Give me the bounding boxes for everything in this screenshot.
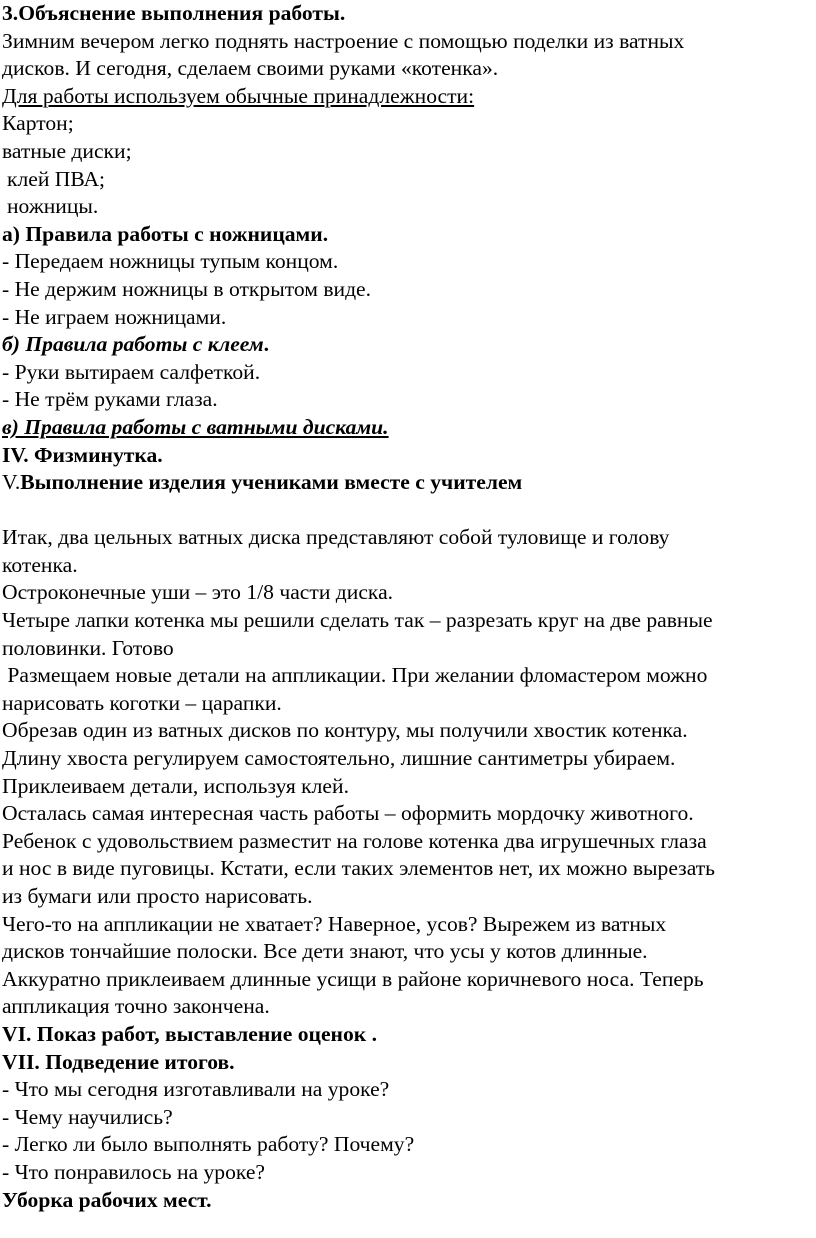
rules-scissors-item: - Не играем ножницами. xyxy=(2,304,227,329)
section-5-line: Итак, два цельных ватных диска представляют собой туловище и голову xyxy=(2,525,670,550)
section-5-line: Длину хвоста регулируем самостоятельно, лишние сантиметры убираем. xyxy=(2,746,676,771)
material-item-glue: клей ПВА; xyxy=(7,166,106,191)
material-item-cardboard: Картон; xyxy=(2,111,74,136)
section-5-line: Чего-то на аппликации не хватает? Наверное, усов? Вырежем из ватных xyxy=(2,911,667,936)
section-5-line: аппликация точно закончена. xyxy=(2,994,270,1019)
rules-glue-item: - Руки вытираем салфеткой. xyxy=(2,359,261,384)
rules-scissors-heading: а) Правила работы с ножницами. xyxy=(2,221,329,246)
material-item-scissors: ножницы. xyxy=(7,194,99,219)
section-5-line: и нос в виде пуговицы. Кстати, если таких элементов нет, их можно вырезать xyxy=(2,856,716,881)
section-3-heading: 3.Объяснение выполнения работы. xyxy=(2,1,346,25)
material-item-cotton-pads: ватные диски; xyxy=(2,138,132,163)
section-5-line: Аккуратно приклеиваем длинные усищи в районе коричневого носа. Теперь xyxy=(2,966,704,991)
section-5-dot: . xyxy=(14,470,21,495)
rules-glue-heading xyxy=(2,331,816,359)
section-4-heading: IV. Физминутка. xyxy=(2,442,163,467)
section-7-question: - Чему научились? xyxy=(2,1104,173,1129)
rules-glue-heading-text: б) Правила работы с клеем xyxy=(2,332,264,357)
section-7-heading: VII. Подведение итогов. xyxy=(2,1049,235,1074)
materials-title: Для работы используем обычные принадлежности: xyxy=(2,83,475,108)
blank-line xyxy=(2,497,816,525)
section-7-question: - Что понравилось на уроке? xyxy=(2,1159,266,1184)
rules-discs-heading: в) Правила работы с ватными дисками. xyxy=(2,414,389,439)
rules-glue-item: - Не трём руками глаза. xyxy=(2,387,218,412)
section-5-line: Приклеиваем детали, используя клей. xyxy=(2,773,349,798)
section-5-heading xyxy=(2,469,816,497)
section-5-line: Остроконечные уши – это 1/8 части диска. xyxy=(2,580,394,605)
intro-line-2: дисков. И сегодня, сделаем своими руками «котенка». xyxy=(2,56,499,81)
section-5-line: дисков тончайшие полоски. Все дети знают, что усы у котов длинные. xyxy=(2,939,648,964)
section-5-line: Размещаем новые детали на аппликации. При желании фломастером можно xyxy=(2,663,708,688)
rules-scissors-item: - Передаем ножницы тупым концом. xyxy=(2,249,339,274)
section-5-line: Обрезав один из ватных дисков по контуру, мы получили хвостик котенка. xyxy=(2,718,688,743)
rules-glue-heading-dot: . xyxy=(263,332,270,357)
section-5-line: котенка. xyxy=(2,552,78,577)
rules-scissors-item: - Не держим ножницы в открытом виде. xyxy=(2,276,372,301)
closing-heading: Уборка рабочих мест. xyxy=(2,1187,212,1212)
section-5-line: половинки. Готово xyxy=(2,635,174,660)
section-7-question: - Легко ли было выполнять работу? Почему? xyxy=(2,1132,415,1157)
section-5-line: нарисовать коготки – царапки. xyxy=(2,690,282,715)
section-5-line: Ребенок с удовольствием разместит на голове котенка два игрушечных глаза xyxy=(2,828,707,853)
section-5-line: Четыре лапки котенка мы решили сделать так – разрезать круг на две равные xyxy=(2,608,713,633)
intro-line-1: Зимним вечером легко поднять настроение с помощью поделки из ватных xyxy=(2,28,685,53)
section-5-line: из бумаги или просто нарисовать. xyxy=(2,884,313,908)
section-6-heading: VI. Показ работ, выставление оценок . xyxy=(2,1021,378,1046)
section-7-question: - Что мы сегодня изготавливали на уроке? xyxy=(2,1077,390,1102)
section-5-numeral: V xyxy=(2,470,15,495)
section-5-line: Осталась самая интересная часть работы – оформить мордочку животного. xyxy=(2,801,694,826)
section-5-heading-text: Выполнение изделия учениками вместе с учителем xyxy=(20,470,523,495)
